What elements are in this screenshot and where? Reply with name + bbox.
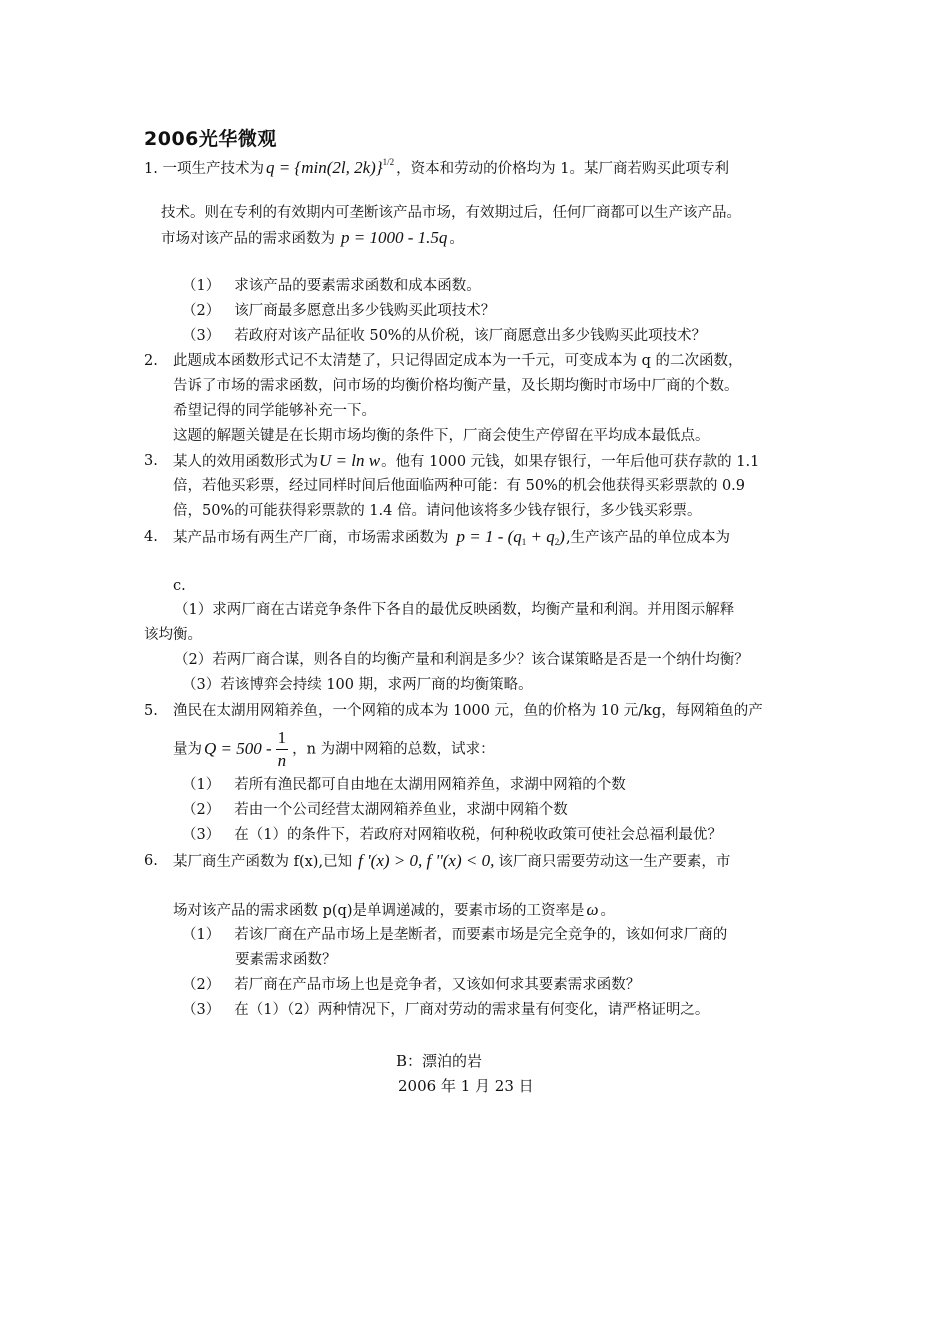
q1-sub-3: （3） 若政府对该产品征收 50%的从价税，该厂商愿意出多少钱购买此项技术？ [182,328,707,344]
q1-line-1 [144,152,729,179]
q6-omega-symbol: ω [586,900,599,919]
q3-number: 3. [144,453,158,469]
q1-line-2: 技术。则在专利的有效期内可垄断该产品市场，有效期过后，任何厂商都可以生产该产品。 [161,205,741,221]
q1-formula-production: q = {min(2l, 2k)}$^{1/2}$ [265,157,395,177]
q4-formula-demand: $p = 1 - (q_1 + q_2)$ [456,527,565,547]
q1-text-b: ，资本和劳动的价格均为 1。某厂商若购买此项专利 [396,161,729,177]
q2-number: 2. [144,353,158,369]
q5-sub-1: （1） 若所有渔民都可自由地在太湖用网箱养鱼，求湖中网箱的个数 [182,777,626,793]
q6-sub-1a: （1） 若该厂商在产品市场上是垄断者，而要素市场是完全竞争的，该如何求厂商的 [182,927,728,943]
q1-formula-demand: p = 1000 - 1.5q [341,228,448,247]
q3-line-3: 倍，50%的可能获得彩票款的 1.4 倍。请问他该将多少钱存银行，多少钱买彩票。 [173,503,702,519]
q4-line-1: 某产品市场有两生产厂商，市场需求函数为 $p = 1 - (q_1 + q_2)$,生产该产品的单位成本为 [173,527,731,547]
signature-date: 2006 年 1 月 23 日 [398,1077,534,1095]
q6-sub-1b: 要素需求函数？ [235,952,337,968]
q6-number: 6. [144,853,158,869]
q2-line-1: 此题成本函数形式记不太清楚了，只记得固定成本为一千元，可变成本为 q 的二次函数， [173,353,743,369]
q4-line-2: c. [173,578,186,594]
q4-sub-1b: 该均衡。 [144,627,202,643]
q4-number: 4. [144,529,158,545]
q2-line-4: 这题的解题关键是在长期市场均衡的条件下，厂商会使生产停留在平均成本最低点。 [173,428,710,444]
q5-number: 5. [144,703,158,719]
q6-sub-3: （3） 在（1）（2）两种情况下，厂商对劳动的需求量有何变化，请严格证明之。 [182,1002,710,1018]
q5-sub-3: （3） 在（1）的条件下，若政府对网箱收税，何种税收政策可使社会总福利最优？ [182,827,722,843]
q2-line-3: 希望记得的同学能够补充一下。 [173,403,376,419]
q4-sub-2: （2）若两厂商合谋，则各自的均衡产量和利润是多少？该合谋策略是否是一个纳什均衡？ [174,652,749,668]
signature-author: B：漂泊的岩 [396,1052,483,1070]
page-title: 2006光华微观 [144,128,277,150]
q5-fraction: $\frac{1}{n}$ [277,728,287,770]
q6-line-2: 场对该产品的需求函数 p(q)是单调递减的，要素市场的工资率是 ω 。 [173,900,616,919]
q5-sub-2: （2） 若由一个公司经营太湖网箱养鱼业，求湖中网箱个数 [182,802,568,818]
q3-line-1: 某人的效用函数形式为U = ln w。他有 1000 元钱，如果存银行，一年后他可获存款的 1.1 [173,451,760,470]
q6-formula-derivatives: f '(x) > 0, f ''(x) < 0, [358,851,495,870]
q2-line-2: 告诉了市场的需求函数，问市场的均衡价格均衡产量，及长期均衡时市场中厂商的个数。 [173,378,739,394]
q3-formula-utility: U = ln w [319,451,381,470]
q1-text-a: 1. 一项生产技术为 [144,161,264,177]
q6-sub-2: （2） 若厂商在产品市场上也是竞争者，又该如何求其要素需求函数？ [182,977,641,993]
q1-sub-2: （2） 该厂商最多愿意出多少钱购买此项技术？ [182,303,496,319]
q4-sub-3: （3）若该博弈会持续 100 期，求两厂商的均衡策略。 [182,677,533,693]
q6-line-1: 某厂商生产函数为 f(x),已知 f '(x) > 0, f ''(x) < 0, 该厂商只需要劳动这一生产要素，市 [173,851,731,870]
q5-line-2: 量为 Q = 500 - $\frac{1}{n}$ ，n 为湖中网箱的总数，试求： [173,728,495,770]
q1-line-3: 市场对该产品的需求函数为 p = 1000 - 1.5q 。 [161,228,464,247]
q5-formula-output: Q = 500 - [204,738,272,758]
q1-sub-1: （1） 求该产品的要素需求函数和成本函数。 [182,278,481,294]
q4-sub-1a: （1）求两厂商在古诺竞争条件下各自的最优反映函数，均衡产量和利润。并用图示解释 [174,602,735,618]
q3-line-2: 倍，若他买彩票，经过同样时间后他面临两种可能：有 50%的机会他获得买彩票款的 0.9 [173,478,746,494]
q5-line-1: 渔民在太湖用网箱养鱼，一个网箱的成本为 1000 元，鱼的价格为 10 元/kg，每网箱鱼的产 [173,703,763,719]
